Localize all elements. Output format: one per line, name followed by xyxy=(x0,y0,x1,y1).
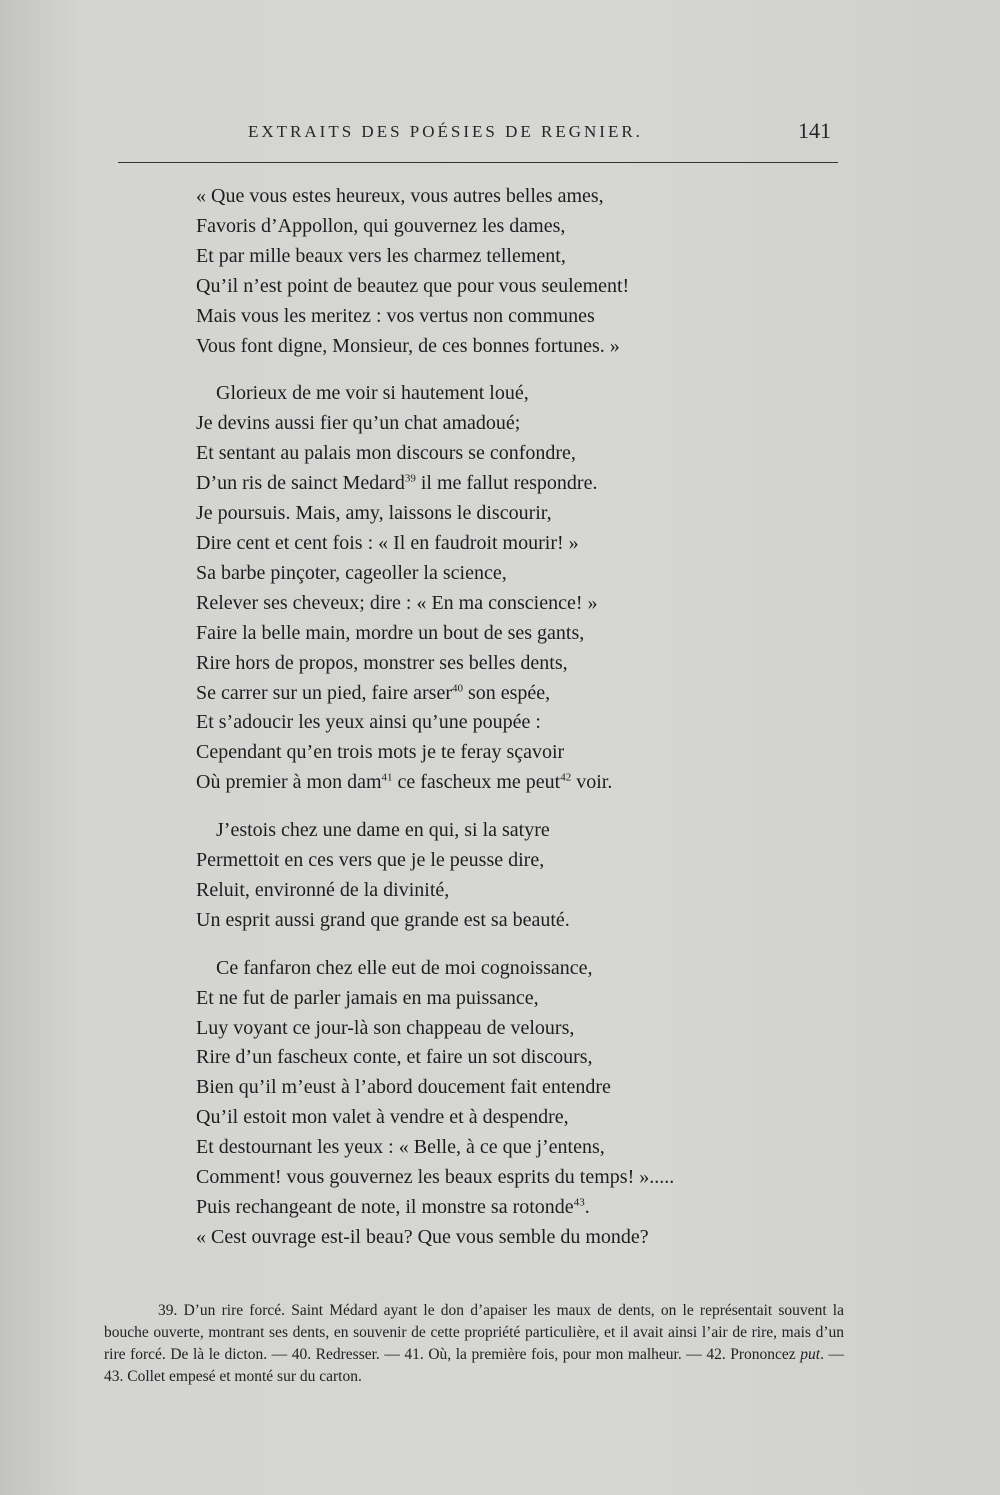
verse-line xyxy=(196,1163,816,1193)
verse-text: Et s’adoucir les yeux ainsi qu’une poupée : xyxy=(196,711,541,734)
verse-line xyxy=(196,876,816,906)
verse-line xyxy=(196,529,816,559)
verse-text: J’estois chez une dame en qui, si la satyre xyxy=(216,819,550,842)
verse-text: « Cest ouvrage est-il beau? Que vous semble du monde? xyxy=(196,1225,649,1248)
verse-line xyxy=(196,906,816,936)
verse-text: Luy voyant ce jour-là son chappeau de velours, xyxy=(196,1016,575,1039)
verse-line xyxy=(196,984,816,1014)
verse-text: ce fascheux me peut xyxy=(392,771,561,794)
verse-line xyxy=(196,846,816,876)
verse-line xyxy=(196,182,816,212)
footnote-ref: 41 xyxy=(381,771,393,784)
verse-text: Où premier à mon dam xyxy=(196,771,382,794)
verse-text: « Que vous estes heureux, vous autres belles ames, xyxy=(196,185,604,207)
verse-text: Et ne fut de parler jamais en ma puissance, xyxy=(196,986,539,1009)
verse-line xyxy=(196,1103,816,1133)
verse-text: Et sentant au palais mon discours se confondre, xyxy=(196,442,576,465)
verse-text: Cependant qu’en trois mots je te feray sçavoir xyxy=(196,741,565,764)
footnote-ref: 42 xyxy=(560,771,572,784)
verse-line xyxy=(196,708,816,738)
verse-text: Et par mille beaux vers les charmez tellement, xyxy=(196,244,566,267)
page-number: 141 xyxy=(798,118,831,143)
verse-line xyxy=(196,619,816,649)
verse-line xyxy=(196,816,816,846)
verse-line xyxy=(196,1133,816,1163)
verse-text: il me fallut respondre. xyxy=(415,472,598,495)
verse-line xyxy=(196,212,816,242)
verse-text: Rire d’un fascheux conte, et faire un sot discours, xyxy=(196,1046,593,1069)
poem-text xyxy=(196,182,816,1271)
verse-text: Dire cent et cent fois : « Il en faudroit mourir! » xyxy=(196,531,579,554)
verse-line xyxy=(196,499,816,529)
verse-text: Puis rechangeant de note, il monstre sa rotonde xyxy=(196,1196,574,1218)
verse-text: Faire la belle main, mordre un bout de ses gants, xyxy=(196,621,585,644)
verse-line xyxy=(196,1043,816,1073)
verse-line xyxy=(196,768,816,798)
verse-text: Permettoit en ces vers que je le peusse dire, xyxy=(196,849,545,872)
footnote-ref: 39 xyxy=(404,472,416,485)
verse-text: Qu’il estoit mon valet à vendre et à despendre, xyxy=(196,1106,569,1129)
verse-text: Rire hors de propos, monstrer ses belles dents, xyxy=(196,651,568,674)
verse-text: Mais vous les meritez : vos vertus non communes xyxy=(196,304,595,327)
stanza xyxy=(196,182,816,361)
footnote-ref: 43 xyxy=(573,1196,585,1209)
stanza xyxy=(196,954,816,1253)
verse-text: Favoris d’Appollon, qui gouvernez les dames, xyxy=(196,214,566,237)
verse-line xyxy=(196,679,816,709)
header-rule xyxy=(118,162,838,163)
verse-line xyxy=(196,439,816,469)
verse-line xyxy=(196,332,816,362)
verse-line xyxy=(196,409,816,439)
footnote-paragraph xyxy=(104,1300,844,1388)
verse-line xyxy=(196,1193,816,1223)
verse-text: Qu’il n’est point de beautez que pour vous seulement! xyxy=(196,274,630,297)
verse-line xyxy=(196,242,816,272)
verse-text: . xyxy=(584,1196,590,1218)
verse-text: Un esprit aussi grand que grande est sa beauté. xyxy=(196,908,570,931)
verse-text: Relever ses cheveux; dire : « En ma conscience! » xyxy=(196,591,598,614)
verse-text: voir. xyxy=(571,771,613,794)
verse-line xyxy=(196,559,816,589)
footnote-emphasis: put xyxy=(800,1346,821,1363)
footnote-text: 39. D’un rire forcé. Saint Médard ayant le don d’apaiser les maux de dents, on le représentait souvent la bouche ouverte, montrant ses dents, en souvenir de cette propriété particulière, et il avait ainsi l’air de rire, mais d’un rire forcé. De là le dicton. — 40. Redresser. — 41. Où, la première fois, pour mon malheur. — 42. Prononcez xyxy=(104,1302,844,1363)
verse-line xyxy=(196,272,816,302)
verse-text: Je devins aussi fier qu’un chat amadoué; xyxy=(196,412,521,435)
verse-line xyxy=(196,649,816,679)
footnote-text-end: . — 43. Collet empesé et monté sur du carton. xyxy=(104,1346,844,1385)
verse-text: Ce fanfaron chez elle eut de moi cognoissance, xyxy=(216,956,593,979)
verse-text: Je poursuis. Mais, amy, laissons le discourir, xyxy=(196,502,552,525)
verse-text: Se carrer sur un pied, faire arser xyxy=(196,681,452,704)
verse-text: D’un ris de sainct Medard xyxy=(196,472,405,495)
running-header: EXTRAITS DES POÉSIES DE REGNIER. xyxy=(248,122,643,141)
verse-line xyxy=(196,1014,816,1044)
verse-line xyxy=(196,1073,816,1103)
verse-line xyxy=(196,1223,816,1253)
verse-line xyxy=(196,738,816,768)
verse-line xyxy=(196,954,816,984)
verse-text: Vous font digne, Monsieur, de ces bonnes fortunes. » xyxy=(196,334,620,357)
stanza xyxy=(196,816,816,936)
verse-text: Reluit, environné de la divinité, xyxy=(196,878,450,901)
verse-line xyxy=(196,469,816,499)
verse-text: Bien qu’il m’eust à l’abord doucement fait entendre xyxy=(196,1076,611,1099)
verse-text: son espée, xyxy=(462,681,551,704)
footnotes xyxy=(104,1300,844,1388)
verse-text: Glorieux de me voir si hautement loué, xyxy=(216,382,529,405)
verse-text: Comment! vous gouvernez les beaux esprits du temps! »..... xyxy=(196,1166,675,1189)
verse-line xyxy=(196,302,816,332)
verse-text: Sa barbe pinçoter, cageoller la science, xyxy=(196,561,507,584)
verse-text: Et destournant les yeux : « Belle, à ce que j’entens, xyxy=(196,1136,605,1159)
verse-line xyxy=(196,589,816,619)
verse-line xyxy=(196,379,816,409)
footnote-ref: 40 xyxy=(451,681,463,694)
stanza xyxy=(196,379,816,798)
